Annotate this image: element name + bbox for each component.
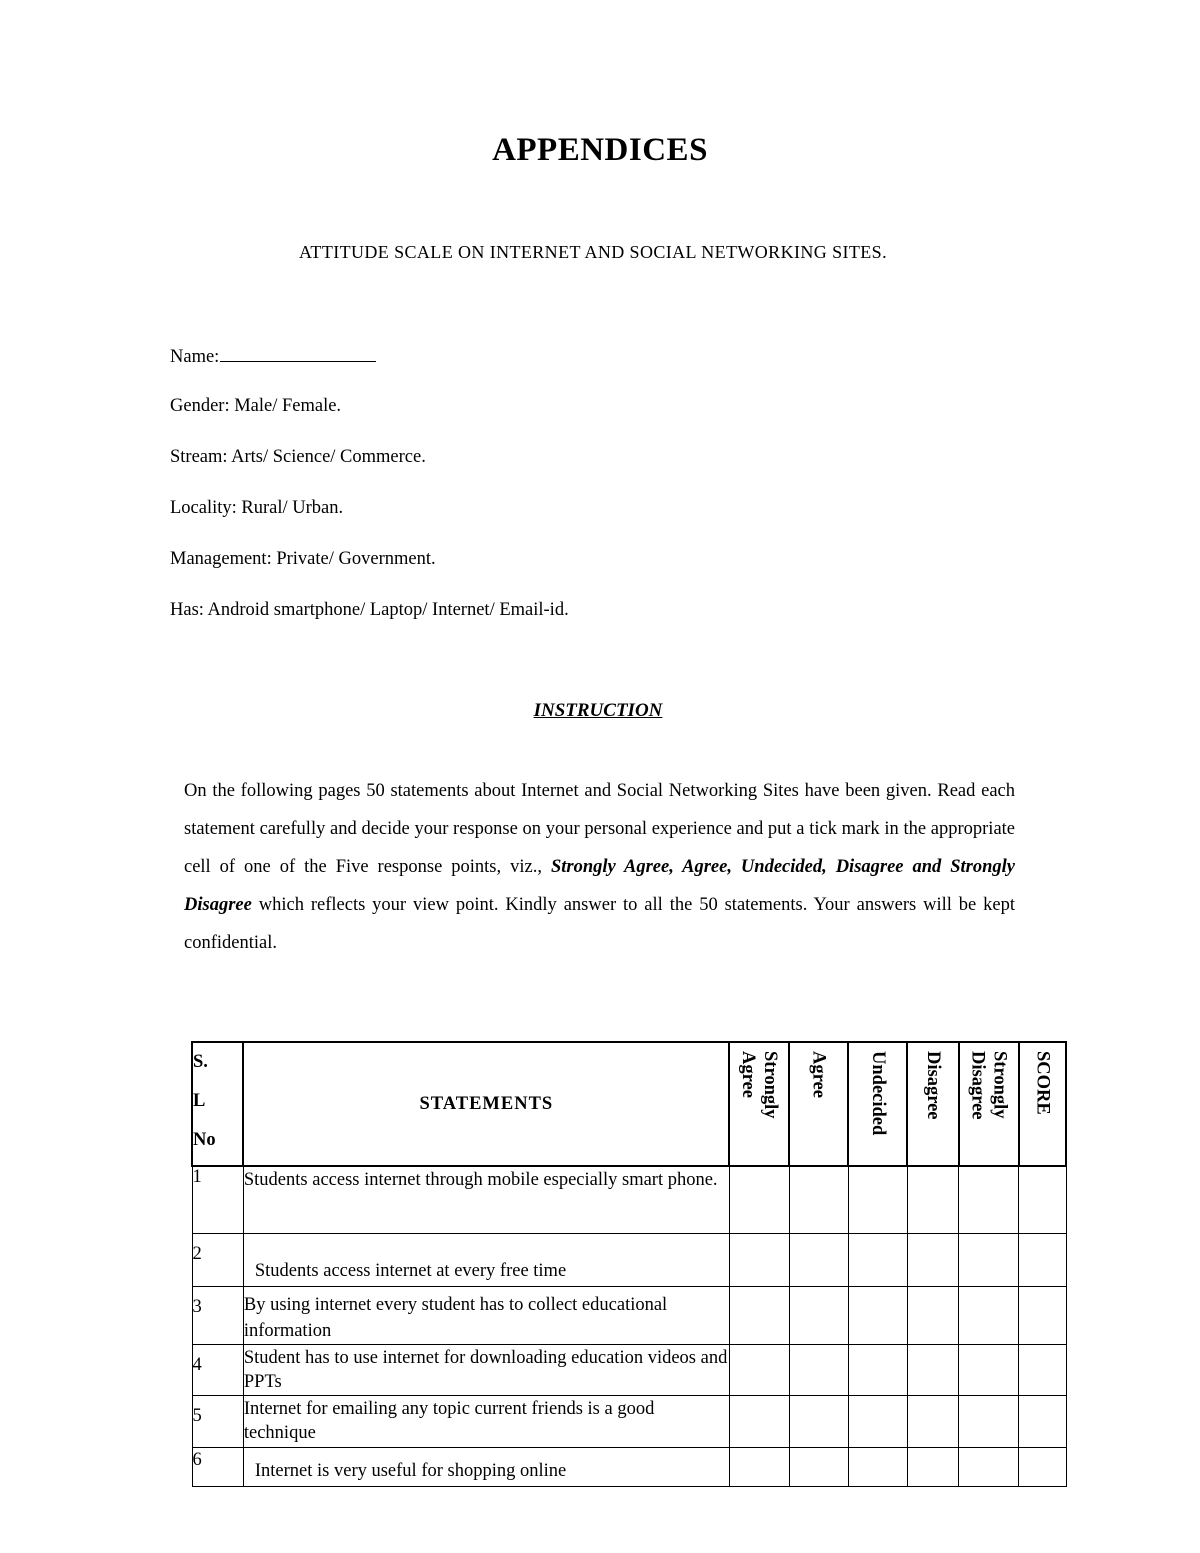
cell-strongly-agree[interactable]	[729, 1395, 789, 1447]
cell-strongly-agree[interactable]	[729, 1344, 789, 1395]
cell-strongly-agree[interactable]	[729, 1233, 789, 1286]
header-agree-text: Agree	[808, 1051, 829, 1098]
cell-agree[interactable]	[789, 1344, 848, 1395]
row-statement: Internet is very useful for shopping online	[243, 1447, 729, 1486]
cell-disagree[interactable]	[907, 1344, 958, 1395]
response-points-emphasis: Strongly Agree, Agree, Undecided, Disagree and Strongly Disagree	[184, 857, 1016, 915]
cell-score[interactable]	[1019, 1395, 1067, 1447]
table-header-row	[192, 1042, 1066, 1166]
header-sl-line3: No	[193, 1130, 216, 1150]
cell-disagree[interactable]	[907, 1447, 958, 1486]
instruction-heading: INSTRUCTION	[533, 700, 663, 721]
cell-disagree[interactable]	[907, 1166, 958, 1233]
header-undecided-text: Undecided	[867, 1051, 888, 1136]
cell-disagree[interactable]	[907, 1395, 958, 1447]
name-blank-line	[220, 341, 376, 362]
header-agree	[789, 1042, 848, 1166]
row-number: 5	[192, 1395, 243, 1447]
header-undecided	[848, 1042, 907, 1166]
stream-field: Stream: Arts/ Science/ Commerce.	[170, 447, 426, 467]
name-label: Name:	[170, 347, 220, 367]
respondent-fields	[170, 341, 569, 647]
cell-agree[interactable]	[789, 1286, 848, 1344]
cell-score[interactable]	[1019, 1344, 1067, 1395]
row-number: 1	[192, 1166, 243, 1233]
page-title: APPENDICES	[492, 132, 708, 168]
cell-score[interactable]	[1019, 1233, 1067, 1286]
header-sl-line2: L	[193, 1091, 206, 1111]
row-number: 6	[192, 1447, 243, 1486]
header-sl-line1: S.	[193, 1052, 208, 1072]
cell-undecided[interactable]	[848, 1344, 907, 1395]
row-statement: Students access internet through mobile especially smart phone.	[243, 1166, 729, 1233]
table-row	[192, 1233, 1066, 1286]
header-disagree	[907, 1042, 958, 1166]
table-row	[192, 1447, 1066, 1486]
header-score	[1019, 1042, 1067, 1166]
gender-field: Gender: Male/ Female.	[170, 396, 342, 416]
row-number: 4	[192, 1344, 243, 1395]
locality-field: Locality: Rural/ Urban.	[170, 498, 344, 518]
table-row	[192, 1286, 1066, 1344]
cell-score[interactable]	[1019, 1286, 1067, 1344]
row-statement: By using internet every student has to collect educational information	[243, 1286, 729, 1344]
cell-strongly-agree[interactable]	[729, 1447, 789, 1486]
header-strongly-agree-text: Strongly Agree	[738, 1051, 781, 1119]
row-number: 2	[192, 1233, 243, 1286]
has-field: Has: Android smartphone/ Laptop/ Internet/ Email-id.	[170, 600, 569, 620]
table-row	[192, 1166, 1066, 1233]
row-statement: Internet for emailing any topic current friends is a good technique	[243, 1395, 729, 1447]
cell-strongly-disagree[interactable]	[959, 1447, 1019, 1486]
header-strongly-agree	[729, 1042, 789, 1166]
instruction-text-before: On the following pages 50 statements about Internet and Social Networking Sites have been given. Read each statement carefully and decide your response on your personal experience and put a tick mark in the appropriate cell of one of the Five response points, viz.,	[184, 781, 1015, 877]
row-statement: Students access internet at every free time	[243, 1233, 729, 1286]
cell-agree[interactable]	[789, 1447, 848, 1486]
cell-agree[interactable]	[789, 1166, 848, 1233]
header-strongly-disagree	[959, 1042, 1019, 1166]
cell-agree[interactable]	[789, 1395, 848, 1447]
management-field: Management: Private/ Government.	[170, 549, 436, 569]
header-strongly-disagree-text: Strongly Disagree	[967, 1051, 1010, 1120]
header-statements: STATEMENTS	[243, 1042, 729, 1166]
table-row	[192, 1395, 1066, 1447]
cell-disagree[interactable]	[907, 1286, 958, 1344]
cell-strongly-disagree[interactable]	[959, 1344, 1019, 1395]
instruction-text-after: which reflects your view point. Kindly answer to all the 50 statements. Your answers will be kept confidential.	[184, 895, 1015, 953]
cell-strongly-disagree[interactable]	[959, 1395, 1019, 1447]
cell-agree[interactable]	[789, 1233, 848, 1286]
cell-undecided[interactable]	[848, 1447, 907, 1486]
table-row	[192, 1344, 1066, 1395]
header-sl-no	[192, 1042, 243, 1166]
cell-undecided[interactable]	[848, 1233, 907, 1286]
attitude-scale-table	[191, 1041, 1067, 1487]
header-disagree-text: Disagree	[923, 1051, 944, 1120]
cell-strongly-disagree[interactable]	[959, 1166, 1019, 1233]
cell-undecided[interactable]	[848, 1286, 907, 1344]
cell-strongly-disagree[interactable]	[959, 1286, 1019, 1344]
row-number: 3	[192, 1286, 243, 1344]
cell-strongly-agree[interactable]	[729, 1286, 789, 1344]
header-score-text: SCORE	[1032, 1051, 1053, 1115]
instruction-paragraph	[184, 772, 1015, 962]
cell-strongly-disagree[interactable]	[959, 1233, 1019, 1286]
cell-score[interactable]	[1019, 1447, 1067, 1486]
cell-disagree[interactable]	[907, 1233, 958, 1286]
cell-undecided[interactable]	[848, 1166, 907, 1233]
name-field	[170, 341, 569, 392]
scale-subtitle: ATTITUDE SCALE ON INTERNET AND SOCIAL NETWORKING SITES.	[299, 242, 887, 262]
cell-undecided[interactable]	[848, 1395, 907, 1447]
cell-score[interactable]	[1019, 1166, 1067, 1233]
row-statement: Student has to use internet for downloading education videos and PPTs	[243, 1344, 729, 1395]
cell-strongly-agree[interactable]	[729, 1166, 789, 1233]
